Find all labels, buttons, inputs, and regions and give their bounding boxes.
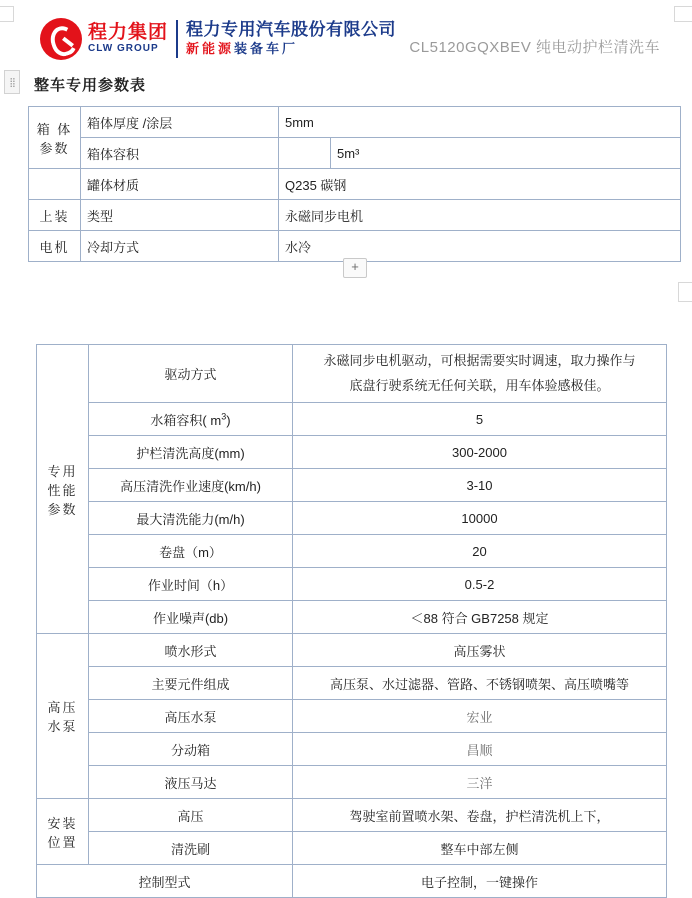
param-name: 箱体厚度 /涂层 bbox=[81, 107, 279, 138]
company-name-block bbox=[186, 20, 396, 57]
clw-logo-icon bbox=[40, 18, 82, 60]
table-row bbox=[29, 231, 681, 262]
param-value: 永磁同步电机 bbox=[279, 200, 681, 231]
table-row bbox=[37, 403, 667, 436]
group-label-upper-body: 上装 bbox=[29, 200, 81, 231]
param-value: 水冷 bbox=[279, 231, 681, 262]
param-value: 电子控制，一键操作 bbox=[293, 865, 667, 898]
table-row bbox=[37, 345, 667, 403]
param-value: 0.5-2 bbox=[293, 568, 667, 601]
table-row bbox=[37, 865, 667, 898]
param-value: Q235 碳钢 bbox=[279, 169, 681, 200]
param-value: 昌顺 bbox=[293, 733, 667, 766]
logo-english-name: CLW GROUP bbox=[88, 42, 159, 54]
param-name: 水箱容积( $m^3$) bbox=[89, 403, 293, 436]
company-full-name: 程力专用汽车股份有限公司 bbox=[186, 20, 397, 40]
param-name: 冷却方式 bbox=[81, 231, 279, 262]
param-value: 300-2000 bbox=[293, 436, 667, 469]
company-subtitle-red: 新能源 bbox=[186, 40, 235, 56]
param-name: 高压清洗作业速度(km/h) bbox=[89, 469, 293, 502]
company-logo bbox=[40, 14, 396, 64]
param-value: 宏业 bbox=[293, 700, 667, 733]
param-value: 5mm bbox=[279, 107, 681, 138]
table-row bbox=[37, 832, 667, 865]
company-subtitle-blue: 装备车厂 bbox=[234, 40, 299, 56]
table-row bbox=[37, 469, 667, 502]
group-label-performance: 专用 性能 参数 bbox=[37, 345, 89, 634]
table-row bbox=[29, 169, 681, 200]
param-name: 控制型式 bbox=[37, 865, 293, 898]
param-value: 20 bbox=[293, 535, 667, 568]
param-value: 10000 bbox=[293, 502, 667, 535]
logo-text-block bbox=[88, 23, 168, 55]
param-name: 作业时间（h） bbox=[89, 568, 293, 601]
group-label-empty bbox=[29, 169, 81, 200]
add-row-button[interactable]: + bbox=[343, 258, 367, 278]
table-row bbox=[37, 799, 667, 832]
drag-handle-icon[interactable]: ⣿ bbox=[4, 70, 20, 94]
page-title: 整车专用参数表 bbox=[34, 77, 147, 94]
group-label-box-params: 箱 体 参数 bbox=[29, 107, 81, 169]
param-value: 三洋 bbox=[293, 766, 667, 799]
param-value: 整车中部左侧 bbox=[293, 832, 667, 865]
param-value: 永磁同步电机驱动，可根据需要实时调速，取力操作与 底盘行驶系统无任何关联，用车体验感极佳。 bbox=[293, 345, 667, 403]
param-name: 类型 bbox=[81, 200, 279, 231]
group-label-install: 安装 位置 bbox=[37, 799, 89, 865]
table-row bbox=[37, 502, 667, 535]
param-name: 罐体材质 bbox=[81, 169, 279, 200]
table-row bbox=[29, 107, 681, 138]
company-subtitle bbox=[186, 41, 396, 58]
table-row bbox=[37, 601, 667, 634]
table-row bbox=[37, 634, 667, 667]
param-value: 3-10 bbox=[293, 469, 667, 502]
page-edge-mark-right bbox=[678, 282, 692, 302]
param-name: 驱动方式 bbox=[89, 345, 293, 403]
table-row bbox=[37, 766, 667, 799]
param-name: 护栏清洗高度(mm) bbox=[89, 436, 293, 469]
table-row bbox=[37, 700, 667, 733]
group-label-motor: 电机 bbox=[29, 231, 81, 262]
vehicle-model-title: CL5120GQXBEV 纯电动护栏清洗车 bbox=[409, 39, 660, 56]
table-row bbox=[37, 733, 667, 766]
table-row bbox=[29, 138, 681, 169]
param-name: 高压水泵 bbox=[89, 700, 293, 733]
document-header bbox=[0, 14, 692, 66]
param-name: 分动箱 bbox=[89, 733, 293, 766]
logo-chinese-name: 程力集团 bbox=[88, 22, 169, 44]
param-value-empty bbox=[279, 138, 331, 169]
param-value: 驾驶室前置喷水架、卷盘，护栏清洗机上下， bbox=[293, 799, 667, 832]
table-row bbox=[37, 667, 667, 700]
table-row bbox=[37, 436, 667, 469]
param-name: 最大清洗能力(m/h) bbox=[89, 502, 293, 535]
param-value: 5 bbox=[293, 403, 667, 436]
param-name: 清洗刷 bbox=[89, 832, 293, 865]
vehicle-box-parameters-table bbox=[28, 106, 681, 262]
table-row bbox=[37, 535, 667, 568]
param-name: 主要元件组成 bbox=[89, 667, 293, 700]
param-value: 高压雾状 bbox=[293, 634, 667, 667]
table-row bbox=[37, 568, 667, 601]
param-name: 喷水形式 bbox=[89, 634, 293, 667]
unit-exponent: 3 bbox=[221, 411, 227, 422]
param-name: 作业噪声(db) bbox=[89, 601, 293, 634]
param-value: ＜88 符合 GB7258 规定 bbox=[293, 601, 667, 634]
logo-divider bbox=[176, 20, 178, 58]
group-label-pump: 高压 水泵 bbox=[37, 634, 89, 799]
param-name: 液压马达 bbox=[89, 766, 293, 799]
table-row bbox=[29, 200, 681, 231]
param-value: 5m³ bbox=[331, 138, 681, 169]
param-name: 高压 bbox=[89, 799, 293, 832]
special-performance-parameters-table bbox=[36, 344, 667, 898]
param-name: 卷盘（m） bbox=[89, 535, 293, 568]
param-value: 高压泵、水过滤器、管路、不锈钢喷架、高压喷嘴等 bbox=[293, 667, 667, 700]
param-name: 箱体容积 bbox=[81, 138, 279, 169]
